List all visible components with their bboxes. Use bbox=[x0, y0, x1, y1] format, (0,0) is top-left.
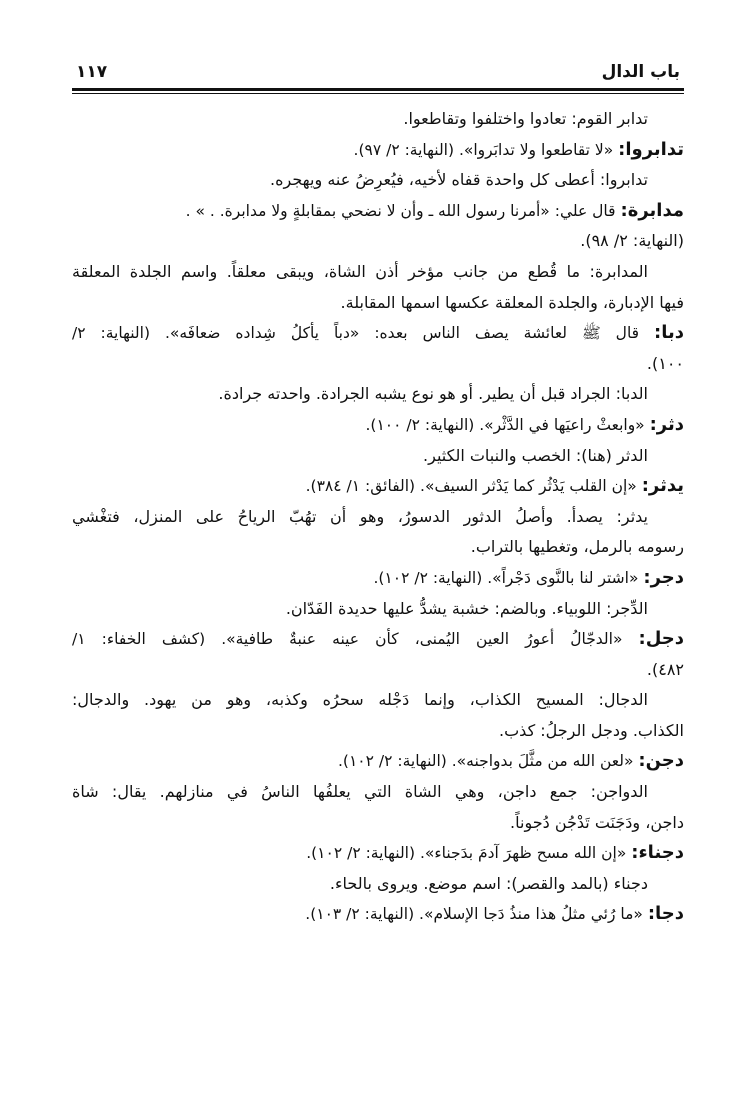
entry-text: داجن، ودَجَنَت تَدْجُن دُجوناً. bbox=[510, 812, 684, 832]
entry-text: رسومه بالرمل، وتغطيها بالتراب. bbox=[470, 537, 684, 557]
entry-continuation-line bbox=[72, 655, 684, 686]
entry-definition-line bbox=[72, 502, 684, 533]
entry-citation: «إن الله مسح ظهرَ آدمَ بدَجناء». (النهاية: ٢/ ١٠٢). bbox=[306, 844, 632, 863]
entry-citation: «لا تقاطعوا ولا تدابَروا». (النهاية: ٢/ ٩٧). bbox=[353, 140, 619, 159]
entry-headword-line bbox=[72, 135, 684, 166]
entry-headword-line bbox=[72, 746, 684, 777]
entry-headword: يدثر: bbox=[641, 475, 684, 497]
entry-text: تدابروا: أعطى كل واحدة قفاه لأخيه، فيُعرِضُ عنه ويهجره. bbox=[270, 170, 648, 190]
entry-citation: قال علي: «أمرنا رسول الله ـ وأن لا نضحي بمقابلةٍ ولا مدابرة. . » . bbox=[185, 201, 621, 220]
entry-headword: دجا: bbox=[647, 903, 684, 925]
header-rule-thin bbox=[72, 93, 684, 94]
entry-headword: دجن: bbox=[638, 750, 684, 772]
entry-citation: «ما رُئي مثلُ هذا منذُ دَجا الإسلام». (النهاية: ٢/ ١٠٣). bbox=[305, 905, 648, 924]
entry-text: تدابر القوم: تعادوا واختلفوا وتقاطعوا. bbox=[403, 109, 648, 128]
entry-text: الدواجن: جمع داجن، وهي الشاة التي يعلفُها الناسُ في منازلهم. يقال: شاة bbox=[72, 782, 648, 802]
entry-text: يدثر: يصدأ. وأصلُ الدثور الدسورُ، وهو أن تهُبّ الرياحُ على المنزل، فتغْشي bbox=[72, 506, 648, 526]
entry-headword: دجر: bbox=[643, 566, 684, 588]
entry-citation: «وابعثْ راعيَها في الدَّثْر». (النهاية: ٢/ ١٠٠). bbox=[365, 415, 650, 434]
entry-definition-line bbox=[72, 777, 684, 808]
entry-text: ١٠٠). bbox=[646, 353, 684, 373]
entry-citation: قال ﷺ لعائشة يصف الناس بعده: «دباً يأكلُ شِداده ضعافَه». (النهاية: ٢/ bbox=[72, 324, 655, 343]
entry-continuation-line bbox=[72, 532, 684, 563]
entry-citation: «لعن الله من مثَّلَ بدواجنه». (النهاية: ٢/ ١٠٢). bbox=[337, 752, 639, 771]
entry-text: ٤٨٢). bbox=[646, 659, 684, 679]
entry-headword-line bbox=[72, 838, 684, 869]
entry-continuation-line bbox=[72, 716, 684, 747]
entry-text: الكذاب. ودجل الرجلُ: كذب. bbox=[499, 720, 684, 740]
entry-headword: دجناء: bbox=[631, 842, 684, 864]
entry-text: الدثر (هنا): الخصب والنبات الكثير. bbox=[423, 445, 648, 465]
entry-text: (النهاية: ٢/ ٩٨). bbox=[580, 231, 684, 251]
entry-text: الدجال: المسيح الكذاب، وإنما دَجْله سحرُه وكذبه، وهو من يهود. والدجال: bbox=[72, 690, 648, 710]
entry-headword: دثر: bbox=[649, 413, 684, 435]
entry-continuation-line bbox=[72, 226, 684, 257]
entry-headword: دجل: bbox=[638, 628, 684, 650]
entry-headword-line bbox=[72, 563, 684, 594]
entry-headword-line bbox=[72, 318, 684, 349]
entry-text: الدِّجر: اللوبياء. وبالضم: خشبة يشدُّ عليها حديدة الفَدّان. bbox=[285, 598, 648, 618]
entry-citation: «اشتر لنا بالنَّوى دَجْراً». (النهاية: ٢/ ١٠٢). bbox=[373, 568, 644, 587]
entry-text: فيها الإدبارة، والجلدة المعلقة عكسها اسمها المقابلة. bbox=[340, 292, 684, 312]
entry-definition-line bbox=[72, 165, 684, 196]
entry-definition-line bbox=[72, 379, 684, 410]
entry-continuation-line bbox=[72, 349, 684, 380]
entry-headword: تدابروا: bbox=[618, 138, 684, 160]
chapter-title: باب الدال bbox=[601, 62, 680, 82]
entry-headword-line bbox=[72, 196, 684, 227]
entry-headword: دبا: bbox=[654, 322, 684, 344]
header-rule-thick bbox=[72, 88, 684, 91]
entry-definition-line bbox=[72, 685, 684, 716]
entry-headword-line bbox=[72, 471, 684, 502]
running-header bbox=[72, 52, 684, 86]
entry-definition-line bbox=[72, 104, 684, 135]
entry-headword: مدابرة: bbox=[620, 199, 684, 221]
entry-citation: «إن القلب يَدْثُر كما يَدْثر السيف». (الفائق: ١/ ٣٨٤). bbox=[305, 477, 642, 496]
entry-definition-line bbox=[72, 257, 684, 288]
entry-text: الدبا: الجراد قبل أن يطير. أو هو نوع يشبه الجرادة. واحدته جرادة. bbox=[218, 384, 648, 404]
entry-headword-line bbox=[72, 624, 684, 655]
entry-text: المدابرة: ما قُطع من جانب مؤخر أذن الشاة، ويبقى معلقاً. واسم الجلدة المعلقة bbox=[72, 261, 648, 281]
entry-text: دجناء (بالمد والقصر): اسم موضع. ويروى بالحاء. bbox=[329, 873, 648, 893]
entries-list bbox=[72, 104, 684, 930]
entry-citation: «الدجّالُ أعورُ العين اليُمنى، كأن عينه عنبةٌ طافية». (كشف الخفاء: ١/ bbox=[72, 630, 639, 649]
entry-definition-line bbox=[72, 594, 684, 625]
entry-headword-line bbox=[72, 410, 684, 441]
entry-definition-line bbox=[72, 441, 684, 472]
book-page bbox=[72, 52, 684, 930]
entry-definition-line bbox=[72, 869, 684, 900]
page-number: ١١٧ bbox=[76, 62, 108, 82]
entry-headword-line bbox=[72, 899, 684, 930]
entry-continuation-line bbox=[72, 808, 684, 839]
entry-continuation-line bbox=[72, 288, 684, 319]
